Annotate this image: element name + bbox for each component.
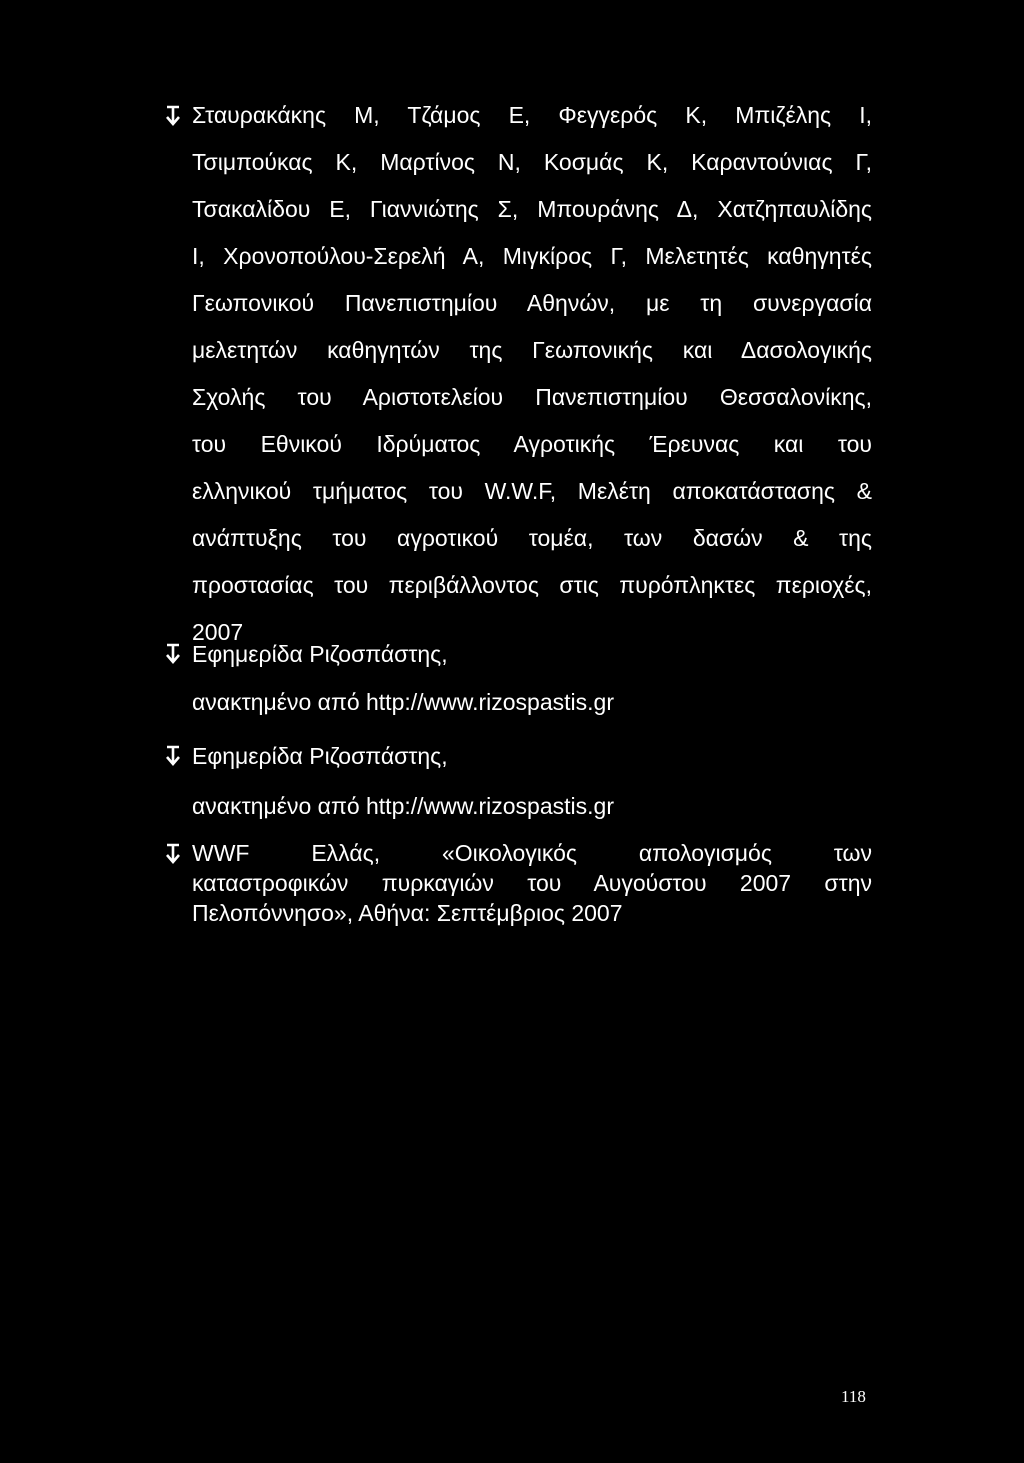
reference-1-line-4: Ι, Χρονοπούλου-Σερελή Α, Μιγκίρος Γ, Μελετητές καθηγητές [192, 243, 872, 269]
reference-4-line-3: Πελοπόννησο», Αθήνα: Σεπτέμβριος 2007 [192, 900, 623, 926]
reference-1-line-12: 2007 [192, 619, 244, 645]
reference-1-line-1: Σταυρακάκης Μ, Τζάμος Ε, Φεγγερός Κ, Μπιζέλης Ι, [192, 102, 872, 128]
reference-1-line-10: ανάπτυξης του αγροτικού τομέα, των δασών & της [192, 525, 872, 551]
reference-1-line-9: ελληνικού τμήματος του W.W.F, Μελέτη αποκατάστασης & [192, 478, 872, 504]
reference-1-line-7: Σχολής του Αριστοτελείου Πανεπιστημίου Θεσσαλονίκης, [192, 384, 872, 410]
reference-4-line-1: WWF Ελλάς, «Οικολογικός απολογισμός των [192, 840, 872, 866]
down-arrow-bullet-icon [163, 843, 183, 865]
reference-3-line-1: Εφημερίδα Ριζοσπάστης, [192, 743, 448, 769]
down-arrow-bullet-icon [163, 745, 183, 767]
reference-3-line-2: ανακτημένο από http://www.rizospastis.gr [192, 793, 614, 819]
page-number: 118 [841, 1387, 866, 1406]
reference-2-line-2: ανακτημένο από http://www.rizospastis.gr [192, 689, 614, 715]
reference-2-line-1: Εφημερίδα Ριζοσπάστης, [192, 641, 448, 667]
reference-4-line-2: καταστροφικών πυρκαγιών του Αυγούστου 2007 στην [192, 870, 872, 896]
down-arrow-bullet-icon [163, 105, 183, 127]
reference-1-line-11: προστασίας του περιβάλλοντος στις πυρόπληκτες περιοχές, [192, 572, 872, 598]
down-arrow-bullet-icon [163, 643, 183, 665]
reference-1-line-3: Τσακαλίδου Ε, Γιαννιώτης Σ, Μπουράνης Δ, Χατζηπαυλίδης [192, 196, 872, 222]
reference-1-line-5: Γεωπονικού Πανεπιστημίου Αθηνών, με τη συνεργασία [192, 290, 872, 316]
reference-1-line-6: μελετητών καθηγητών της Γεωπονικής και Δασολογικής [192, 337, 872, 363]
reference-1-line-8: του Εθνικού Ιδρύματος Αγροτικής Έρευνας και του [192, 431, 872, 457]
reference-1-line-2: Τσιμπούκας Κ, Μαρτίνος Ν, Κοσμάς Κ, Καραντούνιας Γ, [192, 149, 872, 175]
